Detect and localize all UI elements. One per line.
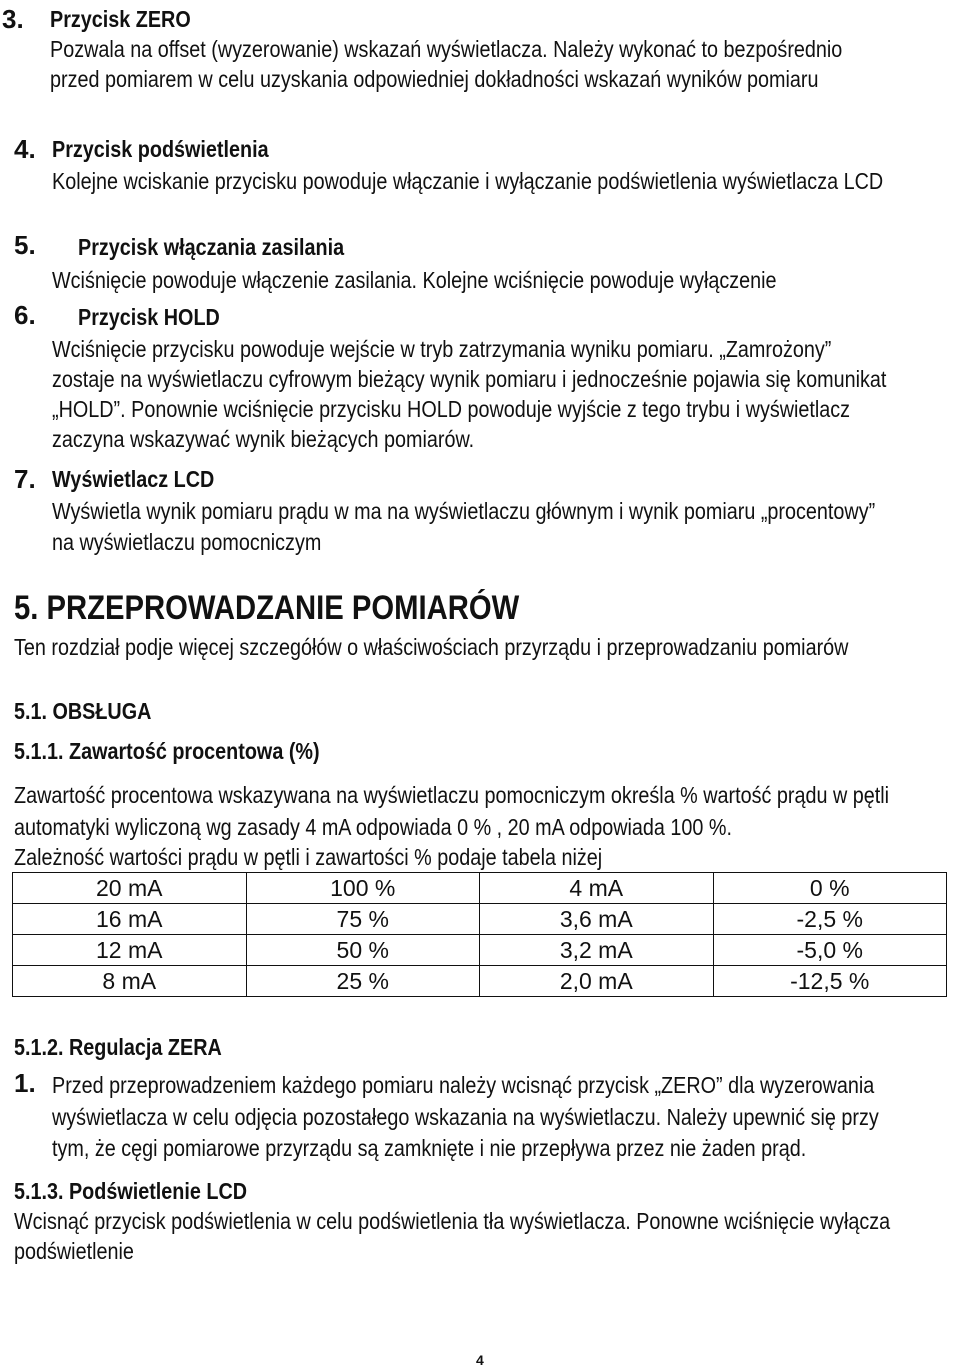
table-cell: 4 mA (480, 873, 714, 904)
item-number: 3. (2, 4, 24, 34)
item-title: Przycisk podświetlenia (52, 136, 269, 162)
paragraph-line: Zawartość procentowa wskazywana na wyświetlaczu pomocniczym określa % wartość prądu w pętli (14, 782, 890, 808)
item-number: 5. (14, 230, 36, 260)
item-text: Wyświetla wynik pomiaru prądu w ma na wyświetlaczu głównym i wynik pomiaru „procentowy” (52, 498, 876, 524)
table-row (13, 966, 947, 997)
table-cell: 2,0 mA (480, 966, 714, 997)
table-cell: -5,0 % (713, 935, 947, 966)
table-cell: 3,6 mA (480, 904, 714, 935)
item-text: zostaje na wyświetlaczu cyfrowym bieżący wynik pomiaru i jednocześnie pojawia się komunikat (52, 366, 887, 392)
item-text: Pozwala na offset (wyzerowanie) wskazań wyświetlacza. Należy wykonać to bezpośrednio (50, 36, 843, 62)
item-number: 4. (14, 134, 36, 164)
step-text: tym, że cęgi pomiarowe przyrządu są zamknięte i nie przepływa przez nie żaden prąd. (52, 1135, 807, 1161)
paragraph-line: Wcisnąć przycisk podświetlenia w celu podświetlenia tła wyświetlacza. Ponowne wciśnięcie wyłącza (14, 1208, 891, 1234)
paragraph-line: podświetlenie (14, 1238, 134, 1264)
table-cell: -12,5 % (713, 966, 947, 997)
item-number: 7. (14, 464, 36, 494)
subsection-heading: 5.1. OBSŁUGA (14, 698, 152, 724)
step-number: 1. (14, 1068, 36, 1098)
page-number: 4 (476, 1352, 484, 1368)
section-heading: 5. PRZEPROWADZANIE POMIARÓW (14, 589, 520, 627)
table-cell: 8 mA (13, 966, 247, 997)
paragraph-line: Zależność wartości prądu w pętli i zawartości % podaje tabela niżej (14, 844, 603, 870)
item-title: Przycisk ZERO (50, 6, 191, 32)
item-text: zaczyna wskazywać wynik bieżących pomiarów. (52, 426, 475, 452)
current-percentage-table (12, 872, 947, 997)
paragraph-line: automatyki wyliczoną wg zasady 4 mA odpowiada 0 % , 20 mA odpowiada 100 %. (14, 814, 732, 840)
item-text: Wciśnięcie przycisku powoduje wejście w tryb zatrzymania wyniku pomiaru. „Zamrożony” (52, 336, 832, 362)
item-text: „HOLD”. Ponownie wciśnięcie przycisku HOLD powoduje wyjście z tego trybu i wyświetlacz (52, 396, 851, 422)
table-cell: 16 mA (13, 904, 247, 935)
table-cell: 0 % (713, 873, 947, 904)
table-row (13, 904, 947, 935)
subsection-heading: 5.1.3. Podświetlenie LCD (14, 1178, 248, 1204)
item-text: przed pomiarem w celu uzyskania odpowiedniej dokładności wskazań wyników pomiaru (50, 66, 819, 92)
step-text: wyświetlacza w celu odjęcia pozostałego wskazania na wyświetlaczu. Należy upewnić się przy (52, 1104, 879, 1130)
table-cell: 20 mA (13, 873, 247, 904)
table-row (13, 873, 947, 904)
item-title: Przycisk włączania zasilania (78, 234, 345, 260)
subsection-heading: 5.1.1. Zawartość procentowa (%) (14, 738, 320, 764)
table-cell: 100 % (246, 873, 480, 904)
table-cell: 25 % (246, 966, 480, 997)
item-title: Wyświetlacz LCD (52, 466, 215, 492)
section-intro: Ten rozdział podje więcej szczegółów o właściwościach przyrządu i przeprowadzaniu pomiarów (14, 634, 849, 660)
item-text: Wciśnięcie powoduje włączenie zasilania. Kolejne wciśnięcie powoduje wyłączenie (52, 267, 777, 293)
table-cell: 75 % (246, 904, 480, 935)
item-title: Przycisk HOLD (78, 304, 220, 330)
step-text: Przed przeprowadzeniem każdego pomiaru należy wcisnąć przycisk „ZERO” dla wyzerowania (52, 1072, 875, 1098)
item-text: Kolejne wciskanie przycisku powoduje włączanie i wyłączanie podświetlenia wyświetlacza LCD (52, 168, 884, 194)
item-number: 6. (14, 300, 36, 330)
table-cell: 50 % (246, 935, 480, 966)
subsection-heading: 5.1.2. Regulacja ZERA (14, 1034, 222, 1060)
table-row (13, 935, 947, 966)
table-cell: 12 mA (13, 935, 247, 966)
table-cell: -2,5 % (713, 904, 947, 935)
item-text: na wyświetlaczu pomocniczym (52, 529, 322, 555)
table-cell: 3,2 mA (480, 935, 714, 966)
